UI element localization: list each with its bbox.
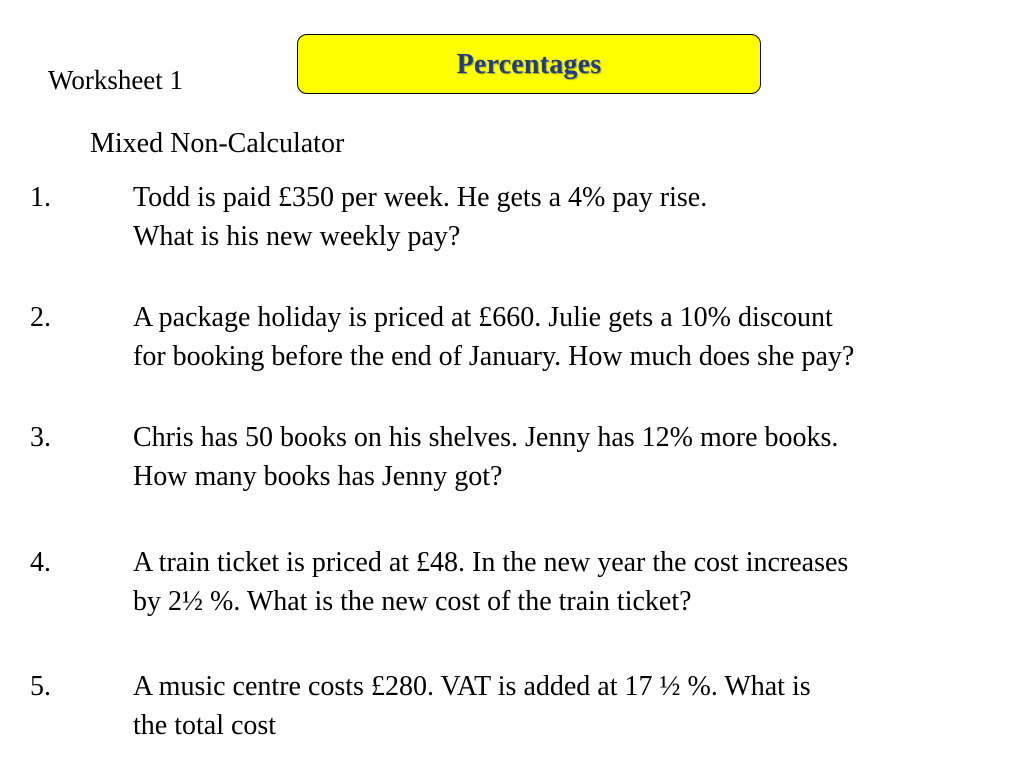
question-number: 4. [30,547,51,578]
question-text-line-1: Chris has 50 books on his shelves. Jenny has 12% more books. [133,422,839,453]
subtitle: Mixed Non-Calculator [90,128,345,159]
question-number: 2. [30,302,51,333]
page-title: Percentages [456,49,602,80]
question-text-line-1: Todd is paid £350 per week. He gets a 4% pay rise. [133,182,708,213]
question-text-line-2: What is his new weekly pay? [133,221,461,252]
question-text-line-2: for booking before the end of January. How much does she pay? [133,341,855,372]
question-text-line-2: by 2½ %. What is the new cost of the train ticket? [133,586,692,617]
question-number: 1. [30,182,51,213]
question-text-line-1: A music centre costs £280. VAT is added at 17 ½ %. What is [133,671,811,702]
title-banner [297,34,761,94]
question-text-line-2: the total cost [133,710,277,741]
question-text-line-1: A package holiday is priced at £660. Julie gets a 10% discount [133,302,833,333]
question-number: 3. [30,422,51,453]
question-text-line-1: A train ticket is priced at £48. In the new year the cost increases [133,547,849,578]
question-text-line-2: How many books has Jenny got? [133,461,503,492]
worksheet-label: Worksheet 1 [48,65,184,95]
question-number: 5. [30,671,51,702]
